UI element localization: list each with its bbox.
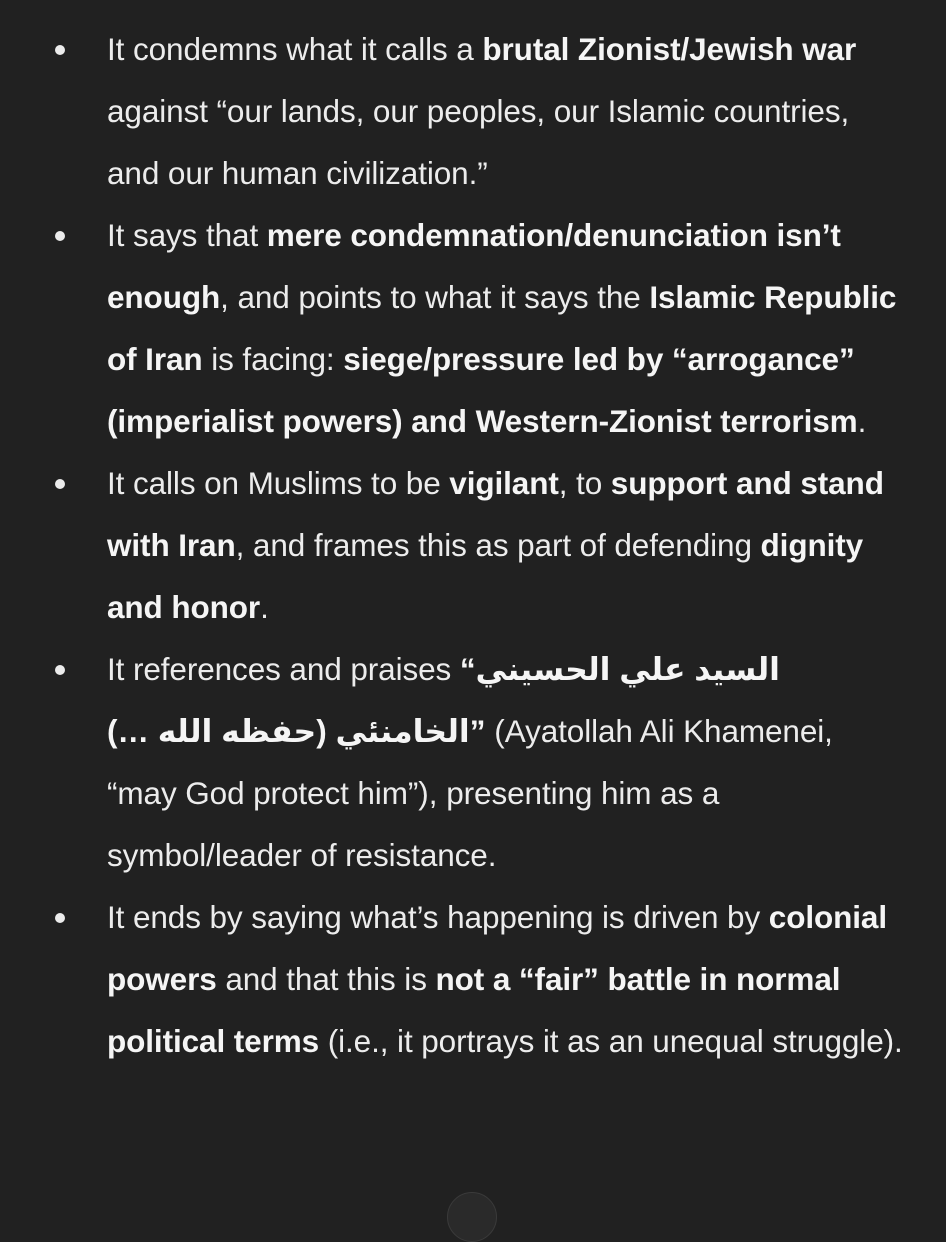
list-item — [0, 638, 946, 886]
bold-text-segment: dignity and honor — [107, 527, 864, 625]
list-item — [0, 452, 946, 638]
bold-text-segment: siege/pressure led by “arrogance” (imperialist powers) and Western-Zionist terrorism — [107, 341, 858, 439]
text-segment: It says that — [107, 217, 267, 253]
text-segment: . — [260, 589, 269, 625]
bullet-list — [0, 18, 946, 1072]
bullet-dot-icon — [55, 479, 65, 489]
list-item — [0, 18, 946, 204]
bullet-dot-icon — [55, 231, 65, 241]
text-segment: (Ayatollah Ali Khamenei, “may God protect him”), presenting him as a symbol/leader of resistance. — [107, 713, 833, 873]
bullet-text — [107, 31, 856, 191]
bullet-text — [107, 465, 884, 625]
text-segment: It calls on Muslims to be — [107, 465, 450, 501]
bold-text-segment: “السيد علي الحسيني الخامنئي (حفظه الله …)” — [107, 651, 780, 749]
text-segment: , and frames this as part of defending — [235, 527, 761, 563]
text-segment: It condemns what it calls a — [107, 31, 483, 67]
text-segment: is facing: — [202, 341, 344, 377]
bold-text-segment: colonial powers — [107, 899, 887, 997]
bold-text-segment: vigilant — [449, 465, 559, 501]
bold-text-segment: mere condemnation/denunciation isn’t enough — [107, 217, 841, 315]
list-item — [0, 204, 946, 452]
bullet-text — [107, 899, 903, 1059]
bold-text-segment: Islamic Republic of Iran — [107, 279, 897, 377]
bullet-dot-icon — [55, 45, 65, 55]
text-segment: It references and praises — [107, 651, 460, 687]
text-segment: , and points to what it says the — [220, 279, 650, 315]
bold-text-segment: not a “fair” battle in normal political terms — [107, 961, 841, 1059]
text-segment: (i.e., it portrays it as an unequal struggle). — [319, 1023, 903, 1059]
text-segment: It ends by saying what’s happening is driven by — [107, 899, 769, 935]
text-segment: and that this is — [216, 961, 436, 997]
bold-text-segment: support and stand with Iran — [107, 465, 884, 563]
bullet-text — [107, 651, 833, 873]
bullet-text — [107, 217, 896, 439]
text-segment: , to — [558, 465, 611, 501]
bullet-dot-icon — [55, 913, 65, 923]
list-item — [0, 886, 946, 1072]
message-content — [0, 18, 946, 1072]
text-segment: against “our lands, our peoples, our Islamic countries, and our human civilization.” — [107, 93, 850, 191]
bullet-dot-icon — [55, 665, 65, 675]
text-segment: . — [857, 403, 867, 439]
bold-text-segment: brutal Zionist/Jewish war — [482, 31, 857, 67]
